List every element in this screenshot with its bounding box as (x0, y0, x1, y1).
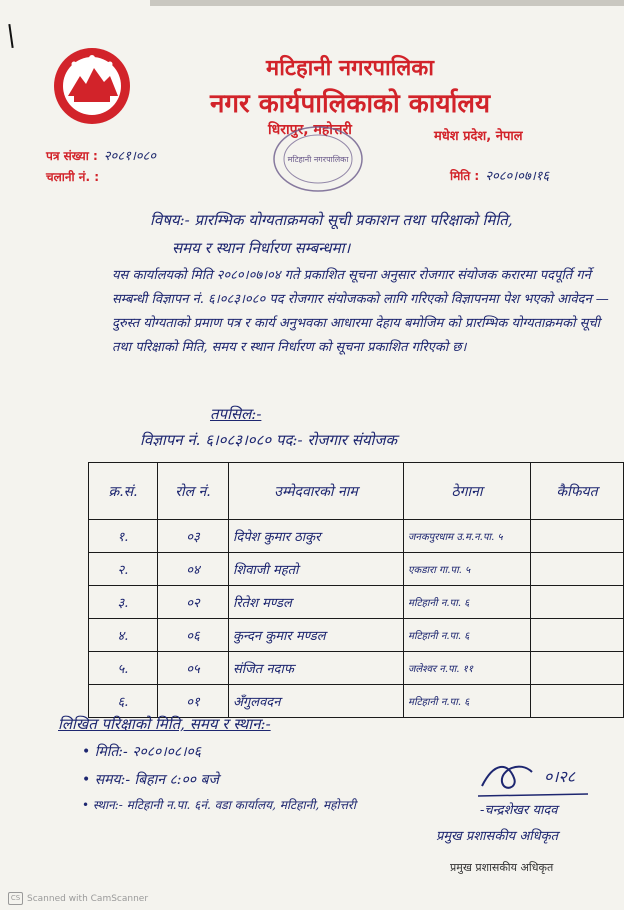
scanner-watermark (8, 892, 148, 905)
scanner-text: Scanned with CamScanner (27, 893, 149, 904)
cell-serial: ६. (89, 685, 158, 718)
candidate-table (88, 462, 624, 718)
header-roll: रोल नं. (158, 463, 229, 520)
signature-mark-icon (474, 752, 594, 802)
pen-mark (8, 24, 13, 48)
header-address: ठेगाना (404, 463, 531, 520)
notice-paragraph: यस कार्यालयको मिति २०८०।०७।०४ गते प्रकाशित सूचना अनुसार रोजगार संयोजक करारमा पदपूर्ति गर्ने सम्बन्धी विज्ञापन नं. ६।०८३।०८० पद रोजगार संयोजकको लागि गरिएको विज्ञापनमा पेश भएको आवेदन — दुरुस्त योग्यताको प्रमाण पत्र र कार्य अनुभवका आधारमा देहाय बमोजिम को प्रारम्भिक योग्यताक्रमको सूची तथा परिक्षाको मिति, समय र स्थान निर्धारण को सूचना प्रकाशित गरिएको छ। (112, 268, 609, 355)
cell-address: मटिहानी न.पा. ६ (404, 619, 531, 652)
cell-roll: ०२ (158, 586, 229, 619)
cell-name: शिवाजी महतो (229, 553, 404, 586)
letter-date-value: २०८०।०७।१६ (485, 169, 550, 184)
letter-number-label: पत्र संख्या : (46, 149, 98, 163)
header-name: उम्मेदवारको नाम (229, 463, 404, 520)
cell-roll: ०६ (158, 619, 229, 652)
header-serial: क्र.सं. (89, 463, 158, 520)
cell-roll: ०५ (158, 652, 229, 685)
table-header-row (89, 463, 624, 520)
cell-address: एकडारा गा.पा. ५ (404, 553, 531, 586)
municipality-name: मटिहानी नगरपालिका (266, 56, 434, 81)
signatory-name: -चन्द्रशेखर यादव (480, 803, 558, 818)
cell-address: मटिहानी न.पा. ६ (404, 685, 531, 718)
scan-shadow (150, 0, 624, 6)
exam-heading: लिखित परिक्षाको मिति, समय र स्थान:- (58, 715, 271, 733)
dispatch-number-label: चलानी नं. : (46, 170, 100, 184)
cell-remarks (531, 586, 624, 619)
camscanner-icon: CS (8, 892, 23, 905)
cell-serial: ५. (89, 652, 158, 685)
province-name: मधेश प्रदेश, नेपाल (434, 129, 523, 144)
cell-remarks (531, 685, 624, 718)
cell-serial: ३. (89, 586, 158, 619)
cell-name: संजित नदाफ (229, 652, 404, 685)
cell-remarks (531, 520, 624, 553)
table-row (89, 652, 624, 685)
subject (150, 206, 610, 262)
cell-serial: २. (89, 553, 158, 586)
subject-line-2: समय र स्थान निर्धारण सम्बन्धमा। (172, 239, 351, 257)
details-heading: तपसिल:- (210, 405, 262, 423)
signatory-handwritten-title: प्रमुख प्रशासकीय अधिकृत (436, 829, 559, 844)
table-row (89, 619, 624, 652)
header-remarks: कैफियत (531, 463, 624, 520)
cell-address: मटिहानी न.पा. ६ (404, 586, 531, 619)
office-location: धिरापुर, महोत्तरी (268, 122, 352, 138)
cell-address: जनकपुरधाम उ.म.न.पा. ५ (404, 520, 531, 553)
table-row (89, 553, 624, 586)
table-row (89, 685, 624, 718)
cell-address: जलेश्वर न.पा. ११ (404, 652, 531, 685)
cell-name: कुन्दन कुमार मण्डल (229, 619, 404, 652)
cell-roll: ०४ (158, 553, 229, 586)
cell-name: दिपेश कुमार ठाकुर (229, 520, 404, 553)
government-emblem-icon (52, 46, 132, 126)
letter-number (46, 146, 156, 164)
table-row (89, 586, 624, 619)
cell-serial: १. (89, 520, 158, 553)
stamp-text: मटिहानी नगरपालिका (287, 155, 349, 164)
cell-remarks (531, 652, 624, 685)
letter-number-value: २०८१।०८० (103, 149, 157, 164)
advertisement-line: विज्ञापन नं. ६।०८३।०८० पद:- रोजगार संयोजक (140, 431, 398, 449)
exam-time: • समय:- बिहान ८:०० बजे (82, 772, 219, 788)
cell-remarks (531, 553, 624, 586)
letter-date (450, 166, 549, 184)
exam-date: • मिति:- २०८०।०८।०६ (82, 744, 202, 760)
cell-remarks (531, 619, 624, 652)
cell-name: रितेश मण्डल (229, 586, 404, 619)
cell-name: अँगुलवदन (229, 685, 404, 718)
cell-roll: ०३ (158, 520, 229, 553)
signature-initials: ०।२८ (544, 767, 576, 786)
cell-roll: ०१ (158, 685, 229, 718)
letter-date-label: मिति : (450, 169, 480, 183)
cell-serial: ४. (89, 619, 158, 652)
signatory-printed-title: प्रमुख प्रशासकीय अधिकृत (450, 861, 554, 874)
exam-venue: • स्थान:- मटिहानी न.पा. ६नं. वडा कार्यालय, मटिहानी, महोत्तरी (82, 798, 356, 812)
office-name: नगर कार्यपालिकाको कार्यालय (209, 89, 491, 119)
subject-line-1: विषय:- प्रारम्भिक योग्यताक्रमको सूची प्रकाशन तथा परिक्षाको मिति, (150, 211, 513, 229)
table-row (89, 520, 624, 553)
office-stamp-icon (270, 124, 366, 194)
dispatch-number (46, 168, 105, 185)
